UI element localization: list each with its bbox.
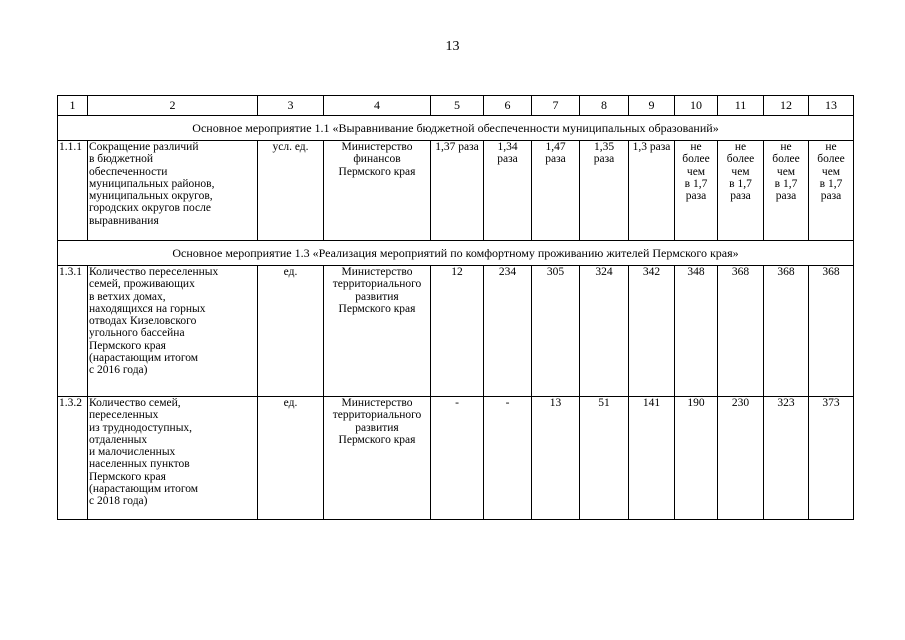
table-row: [58, 266, 854, 397]
value-cell: 13: [532, 397, 580, 520]
value-cell: 368: [764, 266, 809, 397]
text-line: в 1,7: [729, 177, 752, 190]
header-cell: 1: [58, 96, 88, 116]
header-cell: 11: [718, 96, 764, 116]
value-cell: 368: [718, 266, 764, 397]
value-cell: [580, 141, 629, 241]
text-line: Количество переселенных: [89, 266, 219, 278]
value-cell: [431, 141, 484, 241]
header-cell: 5: [431, 96, 484, 116]
text-line: раза: [685, 190, 707, 203]
text-line: угольного бассейна: [89, 327, 185, 340]
text-line: развития: [355, 421, 399, 434]
text-line: с 2016 года): [89, 364, 148, 377]
unit: ед.: [258, 397, 324, 520]
text-line: обеспеченности: [89, 165, 168, 178]
header-cell: 12: [764, 96, 809, 116]
text-line: из труднодоступных,: [89, 421, 193, 434]
text-line: в 1,7: [774, 177, 798, 190]
value-cell: -: [484, 397, 532, 520]
text-line: находящихся на горных: [89, 302, 206, 315]
header-cell: 8: [580, 96, 629, 116]
text-line: и малочисленных: [89, 446, 176, 459]
value-cell: 342: [629, 266, 675, 397]
indicator-name: [88, 397, 258, 520]
text-line: 1,3 раза: [632, 141, 671, 153]
text-line: муниципальных районов,: [89, 177, 215, 190]
executor: [324, 141, 431, 241]
text-line: чем: [776, 165, 796, 178]
text-line: 1,47: [545, 141, 566, 153]
section-title: Основное мероприятие 1.1 «Выравнивание бюджетной обеспеченности муниципальных образований»: [58, 116, 854, 141]
executor: [324, 266, 431, 397]
header-cell: 13: [809, 96, 854, 116]
text-line: Пермского края: [89, 470, 166, 483]
unit: усл. ед.: [258, 141, 324, 241]
text-line: более: [772, 153, 800, 166]
value-cell: [484, 141, 532, 241]
value-cell: 51: [580, 397, 629, 520]
value-cell: -: [431, 397, 484, 520]
value-cell: [718, 141, 764, 241]
text-line: Пермского края: [338, 433, 416, 446]
value-cell: [532, 141, 580, 241]
value-cell: 373: [809, 397, 854, 520]
text-line: в 1,7: [819, 177, 843, 190]
text-line: 1,37 раза: [435, 141, 479, 153]
header-row: [58, 96, 854, 116]
row-number: 1.3.1: [58, 266, 88, 397]
text-line: не: [825, 141, 837, 153]
text-line: территориального: [332, 278, 422, 291]
text-line: отводах Кизеловского: [89, 315, 197, 328]
text-line: муниципальных округов,: [89, 190, 213, 203]
text-line: развития: [355, 290, 399, 303]
indicator-name: [88, 141, 258, 241]
unit: ед.: [258, 266, 324, 397]
row-number: 1.3.2: [58, 397, 88, 520]
text-line: раза: [545, 153, 566, 166]
indicator-name: [88, 266, 258, 397]
header-cell: 10: [675, 96, 718, 116]
text-line: Количество семей,: [89, 397, 181, 409]
text-line: раза: [497, 153, 518, 166]
header-cell: 2: [88, 96, 258, 116]
text-line: Министерство: [341, 397, 413, 409]
text-line: чем: [686, 165, 706, 178]
text-line: выравнивания: [89, 214, 159, 227]
text-line: в бюджетной: [89, 153, 153, 166]
text-line: более: [682, 153, 710, 166]
text-line: населенных пунктов: [89, 458, 190, 471]
section-row: [58, 241, 854, 266]
table-row: [58, 397, 854, 520]
text-line: Пермского края: [338, 165, 416, 178]
text-line: более: [817, 153, 845, 166]
value-cell: [675, 141, 718, 241]
value-cell: 141: [629, 397, 675, 520]
text-line: (нарастающим итогом: [89, 483, 199, 496]
text-line: (нарастающим итогом: [89, 352, 199, 365]
text-line: раза: [820, 190, 842, 203]
text-line: 1,34: [497, 141, 518, 153]
text-line: более: [726, 153, 755, 166]
text-line: отдаленных: [89, 433, 148, 446]
value-cell: 368: [809, 266, 854, 397]
table-row: [58, 141, 854, 241]
text-line: Пермского края: [338, 302, 416, 315]
text-line: Министерство: [341, 141, 413, 153]
text-line: 1,35: [593, 141, 615, 153]
header-cell: 6: [484, 96, 532, 116]
value-cell: [809, 141, 854, 241]
text-line: чем: [821, 165, 841, 178]
value-cell: 190: [675, 397, 718, 520]
value-cell: 12: [431, 266, 484, 397]
text-line: чем: [731, 165, 750, 178]
text-line: Пермского края: [89, 339, 166, 352]
text-line: не: [780, 141, 792, 153]
value-cell: 323: [764, 397, 809, 520]
text-line: раза: [593, 153, 615, 166]
text-line: не: [690, 141, 702, 153]
text-line: в 1,7: [684, 177, 708, 190]
text-line: Министерство: [341, 266, 413, 278]
text-line: переселенных: [89, 409, 159, 422]
section-title: Основное мероприятие 1.3 «Реализация мероприятий по комфортному проживанию жителей Пермского края»: [58, 241, 854, 266]
value-cell: 234: [484, 266, 532, 397]
text-line: не: [734, 141, 747, 153]
section-row: [58, 116, 854, 141]
value-cell: [629, 141, 675, 241]
header-cell: 3: [258, 96, 324, 116]
text-line: раза: [730, 190, 751, 203]
page-number: 13: [445, 39, 460, 54]
row-number: 1.1.1: [58, 141, 88, 241]
value-cell: [764, 141, 809, 241]
executor: [324, 397, 431, 520]
text-line: раза: [775, 190, 797, 203]
header-cell: 4: [324, 96, 431, 116]
text-line: финансов: [353, 153, 401, 166]
header-cell: 9: [629, 96, 675, 116]
value-cell: 230: [718, 397, 764, 520]
text-line: с 2018 года): [89, 495, 148, 508]
text-line: городских округов после: [89, 202, 211, 215]
value-cell: 324: [580, 266, 629, 397]
header-cell: 7: [532, 96, 580, 116]
indicators-table: [57, 95, 854, 520]
value-cell: 305: [532, 266, 580, 397]
text-line: семей, проживающих: [89, 278, 195, 291]
value-cell: 348: [675, 266, 718, 397]
text-line: Сокращение различий: [89, 141, 199, 153]
text-line: в ветхих домах,: [89, 290, 166, 303]
text-line: территориального: [332, 409, 422, 422]
